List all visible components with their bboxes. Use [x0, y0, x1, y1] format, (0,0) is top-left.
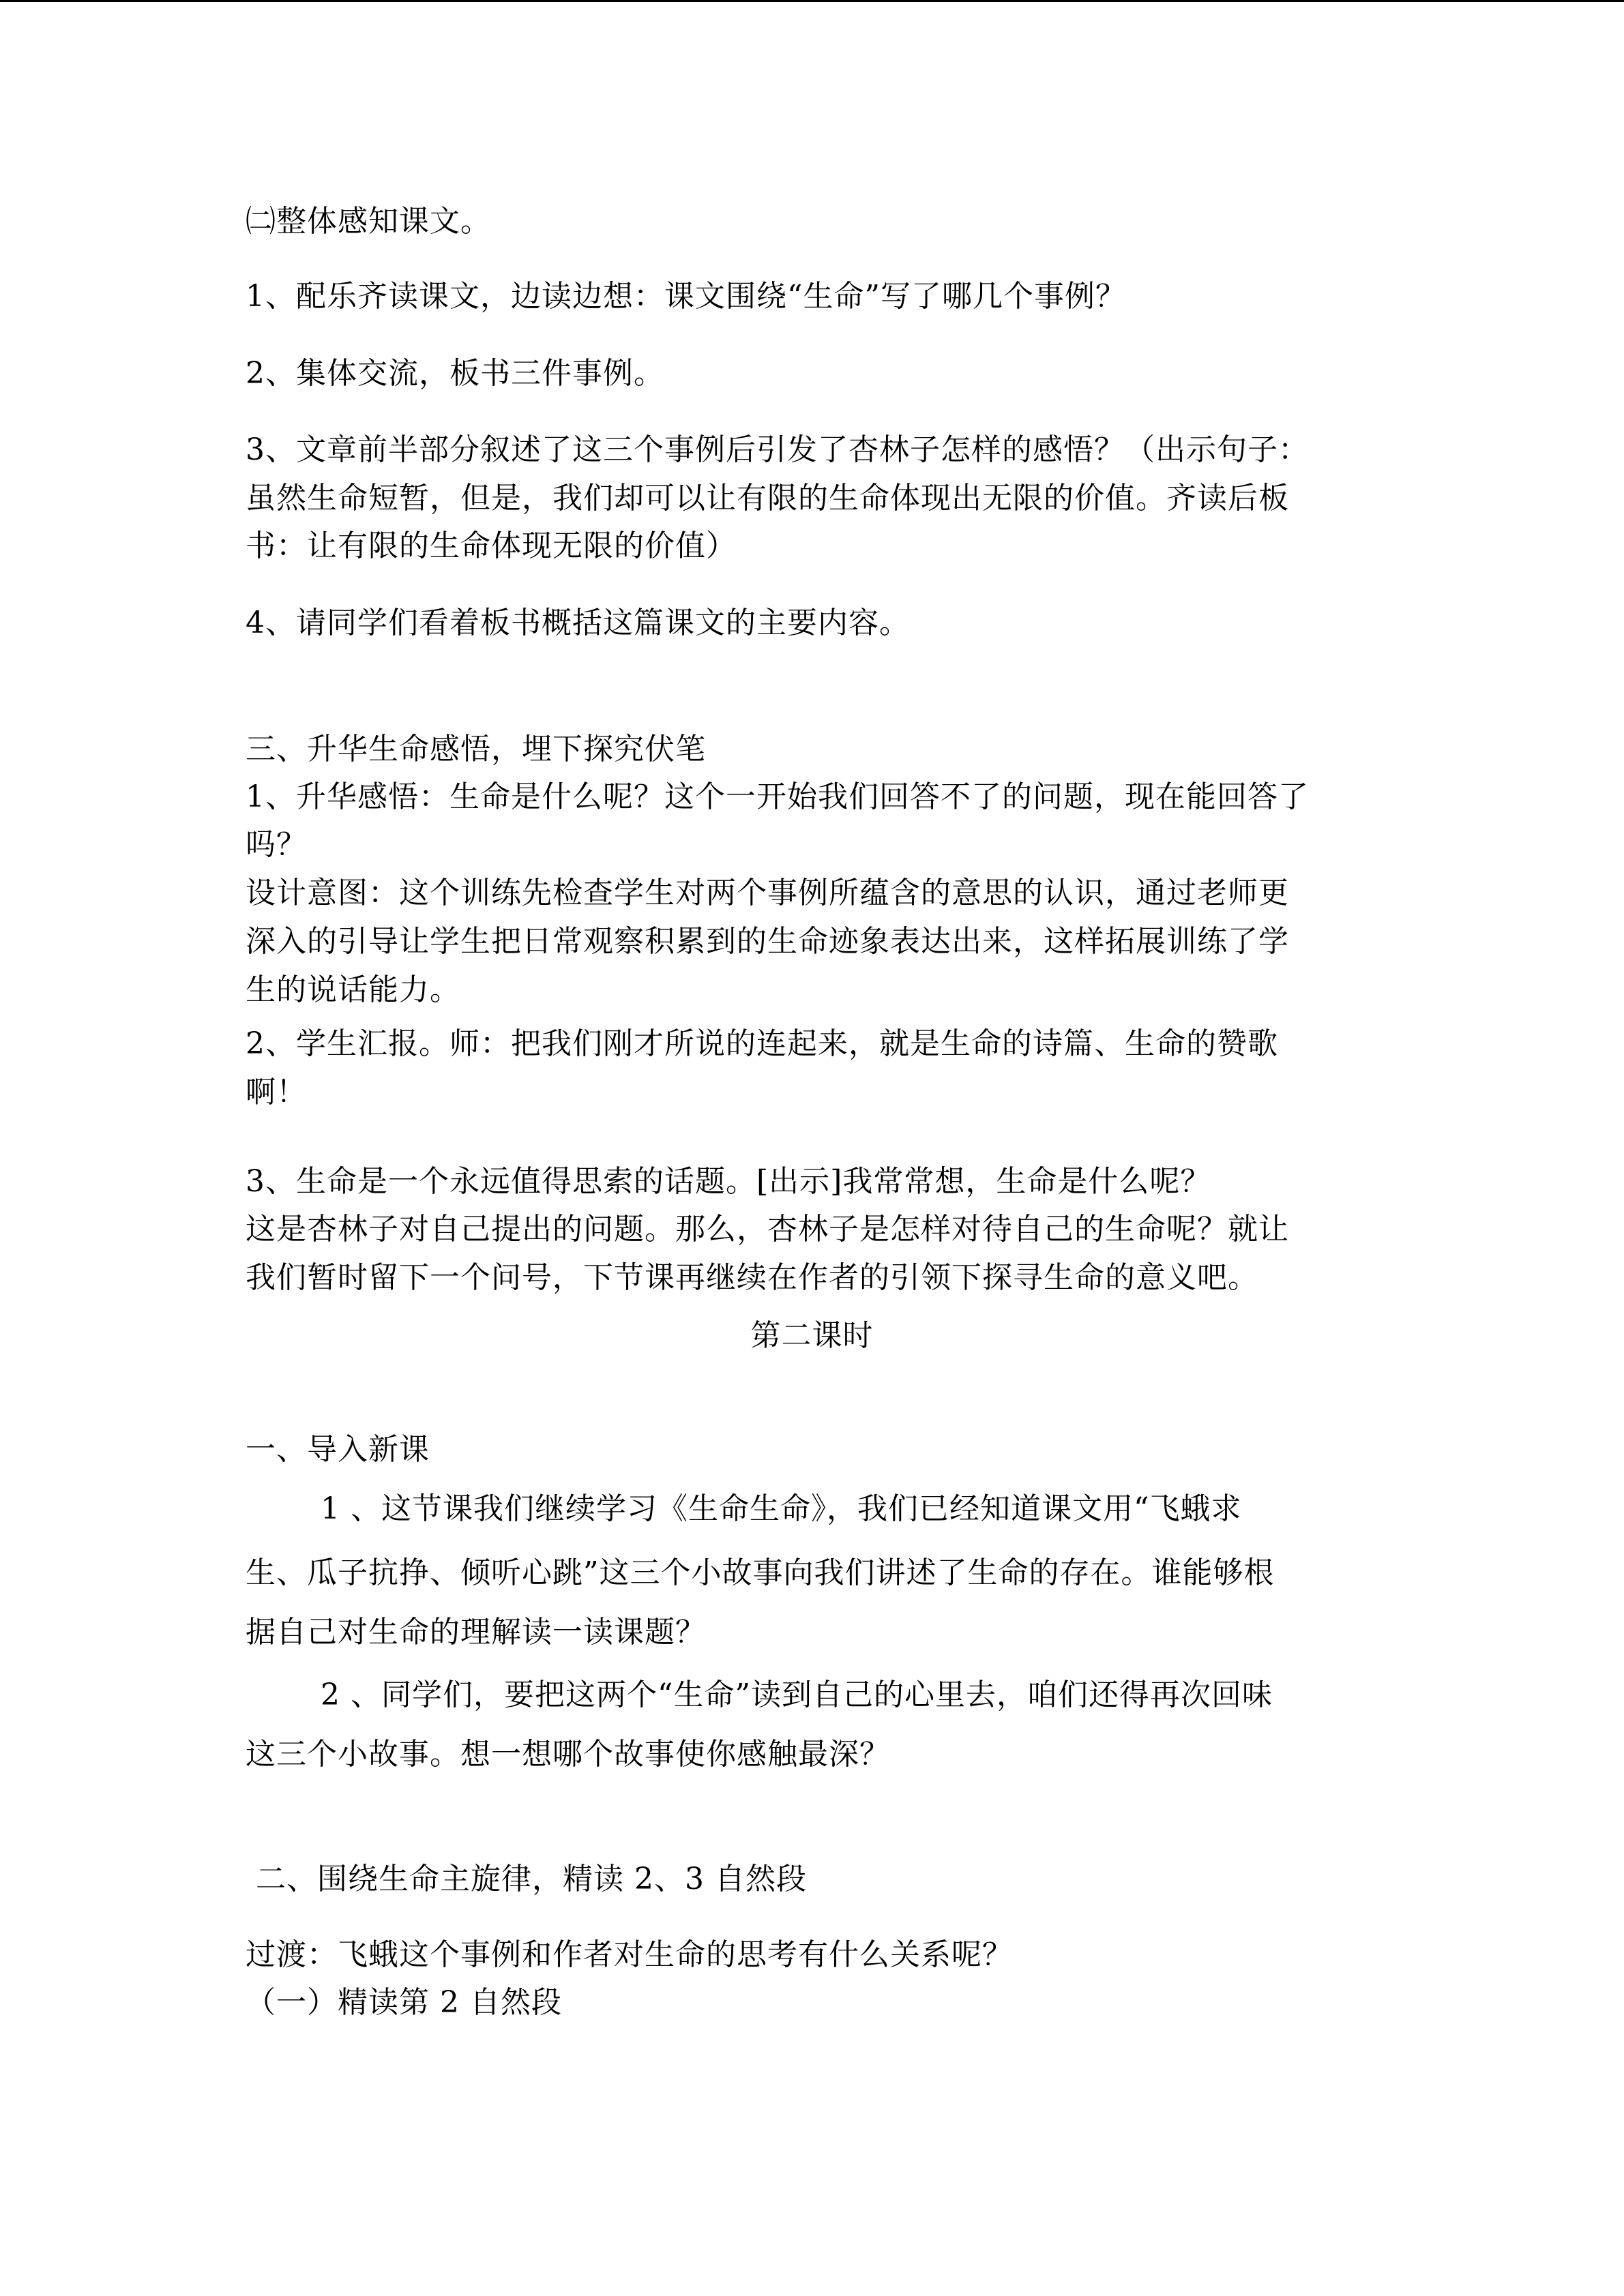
text-line: 生的说话能力。 — [246, 972, 460, 1007]
text-line: 2、学生汇报。师：把我们刚才所说的连起来，就是生命的诗篇、生命的赞歌 — [246, 1026, 1278, 1061]
text-line: 1 、这节课我们继续学习《生命生命》，我们已经知道课文用“飞蛾求 — [321, 1491, 1242, 1526]
lesson-title: 第二课时 — [750, 1318, 874, 1353]
text-line: 书：让有限的生命体现无限的价值） — [246, 528, 737, 563]
text-line: 设计意图：这个训练先检查学生对两个事例所蕴含的意思的认识，通过老师更 — [246, 876, 1289, 910]
page-top-border — [0, 0, 1624, 2]
text-line: 2、集体交流，板书三件事例。 — [246, 356, 664, 391]
text-line: 过渡：飞蛾这个事例和作者对生命的思考有什么关系呢？ — [246, 1937, 1013, 1972]
text-line: 生、瓜子抗挣、倾听心跳”这三个小故事向我们讲述了生命的存在。谁能够根 — [246, 1555, 1275, 1590]
text-line: 深入的引导让学生把日常观察积累到的生命迹象表达出来，这样拓展训练了学 — [246, 924, 1289, 959]
text-line: 这三个小故事。想一想哪个故事使你感触最深？ — [246, 1737, 890, 1772]
section-heading-close-reading: 二、围绕生命主旋律，精读 2、3 自然段 — [256, 1862, 807, 1896]
text-line: 1、升华感悟：生命是什么呢？这个一开始我们回答不了的问题，现在能回答了 — [246, 779, 1309, 814]
text-line: 2 、同学们，要把这两个“生命”读到自己的心里去，咱们还得再次回味 — [321, 1678, 1273, 1712]
text-line: 据自己对生命的理解读一读课题？ — [246, 1615, 706, 1650]
text-line: 这是杏林子对自己提出的问题。那么，杏林子是怎样对待自己的生命呢？就让 — [246, 1212, 1289, 1247]
text-line: 4、请同学们看着板书概括这篇课文的主要内容。 — [246, 606, 910, 640]
subsection-heading: （一）精读第 2 自然段 — [246, 1985, 562, 2020]
text-line: 吗？ — [246, 827, 307, 862]
section-heading-overall-perception: ㈡整体感知课文。 — [246, 204, 491, 239]
section-heading-introduction: 一、导入新课 — [246, 1432, 430, 1467]
text-line: 3、生命是一个永远值得思索的话题。[出示]我常常想，生命是什么呢？ — [246, 1164, 1211, 1199]
text-line: 虽然生命短暂，但是，我们却可以让有限的生命体现出无限的价值。齐读后板 — [246, 481, 1289, 516]
text-line: 1、配乐齐读课文，边读边想：课文围绕“生命”写了哪几个事例？ — [246, 279, 1126, 314]
section-heading-elevate: 三、升华生命感悟，埋下探究伏笔 — [246, 732, 706, 766]
text-line: 啊！ — [246, 1075, 307, 1109]
text-line: 我们暂时留下一个问号，下节课再继续在作者的引领下探寻生命的意义吧。 — [246, 1260, 1258, 1295]
text-line: 3、文章前半部分叙述了这三个事例后引发了杏林子怎样的感悟？（出示句子： — [246, 432, 1309, 467]
